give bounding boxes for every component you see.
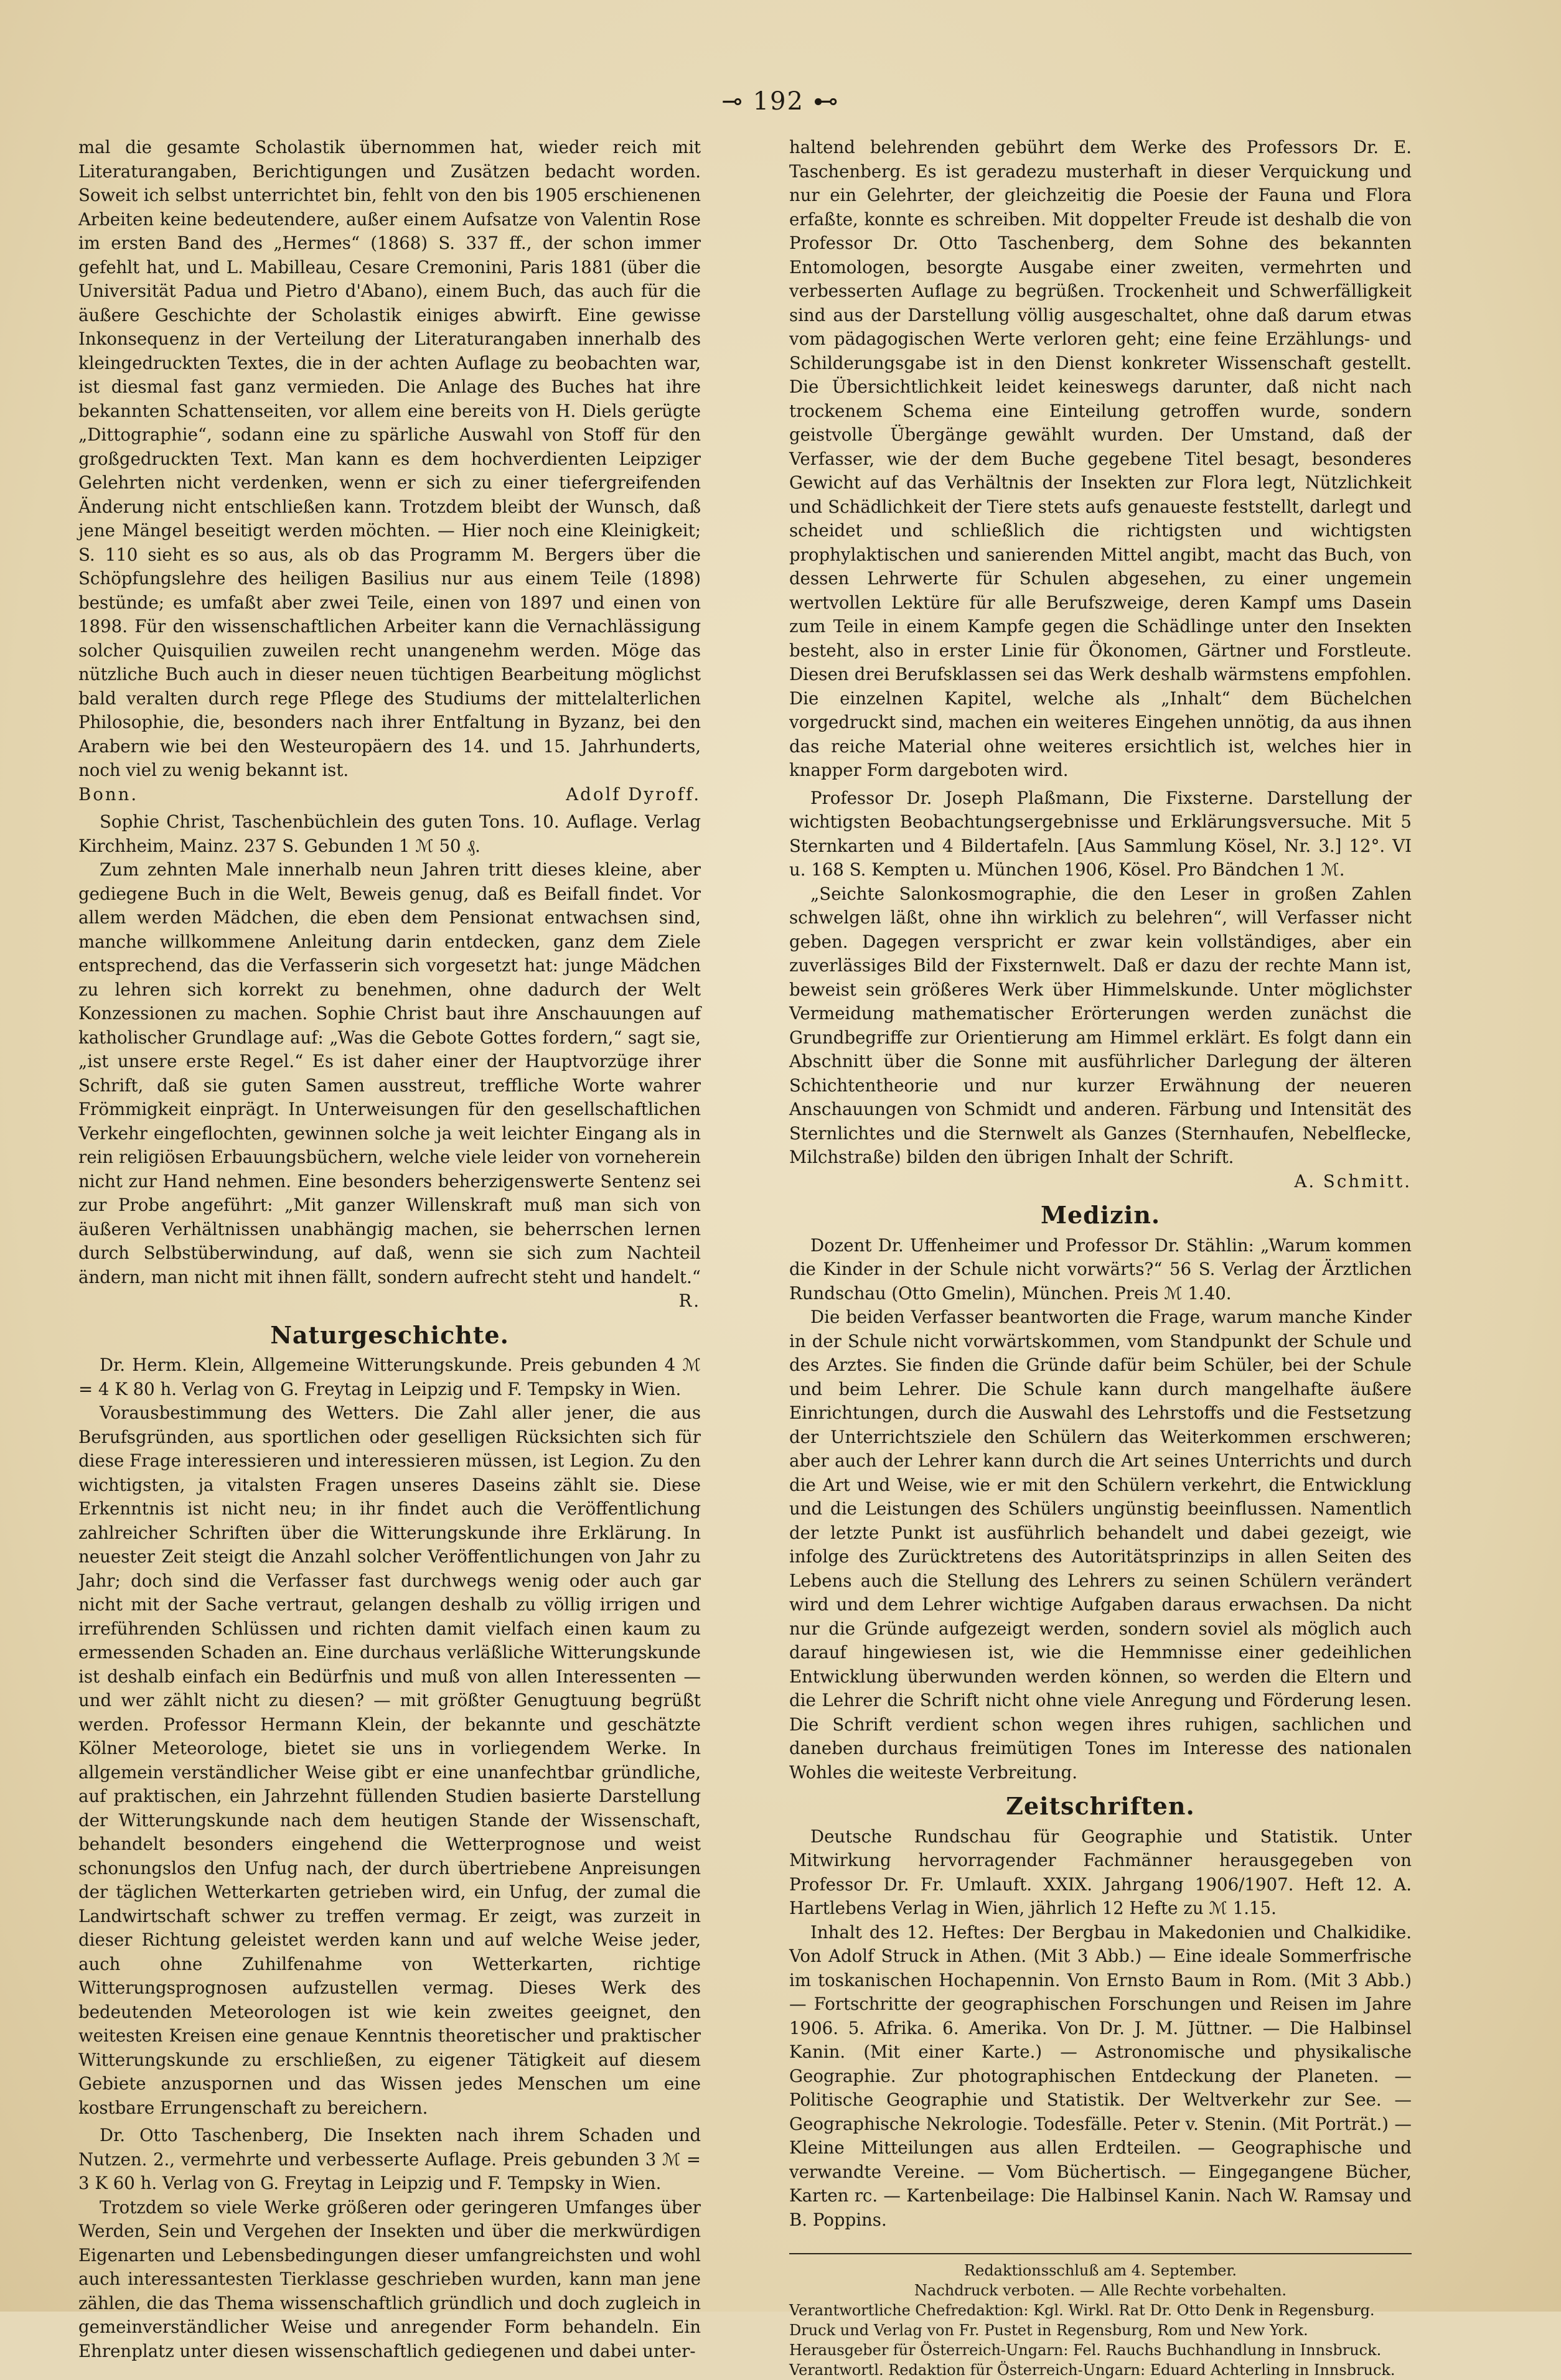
journal-entry-rundschau: Deutsche Rundschau für Geographie und Statistik. Unter Mitwirkung hervorragender Fachmänner herausgegeben von Professor Dr. Fr. Umlauft. XXIX. Jahrgang 1906/1907. Heft 12. A. Hartlebens Verlag in Wien, jährlich 12 Hefte zu ℳ 1.15. (789, 1826, 1412, 1918)
book-entry-klein: Dr. Herm. Klein, Allgemeine Witterungskunde. Preis gebunden 4 ℳ = 4 K 80 h. Verlag von G. Freytag in Leipzig und F. Tempsky in Wien. (78, 1355, 701, 1399)
book-entry-plassmann: Professor Dr. Joseph Plaßmann, Die Fixsterne. Darstellung der wichtigsten Beobachtungsergebnisse und Erklärungsversuche. Mit 5 Sternkarten und 4 Bildertafeln. [Aus Sammlung Kösel, Nr. 3.] 12°. VI u. 168 S. Kempten u. München 1906, Kösel. Pro Bändchen 1 ℳ. (789, 787, 1412, 880)
right-column (789, 136, 1412, 2379)
review-christ: Zum zehnten Male innerhalb neun Jahren tritt dieses kleine, aber gediegene Buch in die Welt, Beweis genug, daß es Beifall findet. Vor allem werden Mädchen, die eben dem Pensionat entwachsen sind, manche willkommene Anleitung darin entdecken, ganz dem Ziele entsprechend, das die Verfasserin sich vorgesetzt hat: junge Mädchen zu lehren sich korrekt zu benehmen, ohne dadurch der Welt Konzessionen zu machen. Sophie Christ baut ihre Anschauungen auf katholischer Grundlage auf: „Was die Gebote Gottes fordern,“ sagt sie, „ist unsere erste Regel.“ Es ist daher einer der Hauptvorzüge ihrer Schrift, daß sie guten Samen ausstreut, treffliche Worte wahrer Frömmigkeit einprägt. In Unterweisungen für den gesellschaftlichen Verkehr eingeflochten, gewinnen solche ja weit leichter Eingang als in rein religiösen Erbauungsbüchern, welche viele leider von vorneherein nicht zur Hand nehmen. Eine besonders beherzigenswerte Sentenz sei zur Probe angeführt: „Mit ganzer Willenskraft muß man sich von äußeren Verhältnissen unabhängig machen, sie beherrschen lernen durch Selbstüberwindung, auf daß, wenn sie sich zum Nachteil ändern, man nicht mit ihnen fällt, sondern aufrecht steht und handelt.“ (78, 859, 701, 1287)
book-entry-uffenheimer: Dozent Dr. Uffenheimer und Professor Dr. Stählin: „Warum kommen die Kinder in der Schule nicht vorwärts?“ 56 S. Verlag der Ärztlichen Rundschau (Otto Gmelin), München. Preis ℳ 1.40. (789, 1234, 1412, 1304)
footer-deadline: Redaktionsschluß am 4. September. (964, 2262, 1237, 2279)
section-heading-zeitschriften: Zeitschriften. (1006, 1792, 1195, 1820)
footer-austria-publisher: Herausgeber für Österreich-Ungarn: Fel. Rauchs Buchhandlung in Innsbruck. (789, 2341, 1382, 2359)
book-entry-christ: Sophie Christ, Taschenbüchlein des guten Tons. 10. Auflage. Verlag Kirchheim, Mainz. 237 S. Gebunden 1 ℳ 50 ₰. (78, 811, 701, 856)
signature-schmitt: A. Schmitt. (1294, 1170, 1412, 1192)
left-column (78, 136, 701, 2361)
review-taschenberg-continued: haltend belehrenden gebührt dem Werke des Professors Dr. E. Taschenberg. Es ist geradezu musterhaft in dieser Verquickung und nur ein Gelehrter, der gleichzeitig die Poesie der Fauna und Flora erfaßte, konnte es schreiben. Mit doppelter Freude ist deshalb die von Professor Dr. Otto Taschenberg, dem Sohne des bekannten Entomologen, besorgte Ausgabe einer zweiten, vermehrten und verbesserten Auflage zu begrüßen. Trockenheit und Schwerfälligkeit sind aus der Darstellung völlig ausgeschaltet, ohne daß darum etwas vom pädagogischen Werte verloren geht; eine feine Erzählungs- und Schilderungsgabe ist in den Dienst konkreter Wissenschaft gestellt. Die Übersichtlichkeit leidet keineswegs darunter, daß nicht nach trockenem Schema eine Einteilung getroffen wurde, sondern geistvolle Übergänge gewählt wurden. Der Umstand, daß der Verfasser, wie der dem Buche gegebene Titel besagt, besonderes Gewicht auf das Verhältnis der Insekten zur Flora legt, Nützlichkeit und Schädlichkeit der Tiere stets aufs genaueste feststellt, darlegt und scheidet und schließlich die richtigsten und wichtigsten prophylaktischen und sanierenden Mittel angibt, macht das Buch, von dessen Lehrwerte für Schulen abgesehen, zu einer ungemein wertvollen Lektüre für alle Berufszweige, deren Kampf ums Dasein zum Teile in einem Kampfe gegen die Schädlinge unter den Insekten besteht, also in erster Linie für Ökonomen, Gärtner und Forstleute. Diesen drei Berufsklassen sei das Werk deshalb wärmstens empfohlen. Die einzelnen Kapitel, welche als „Inhalt“ dem Büchelchen vorgedruckt sind, machen ein weiteres Eingehen unnötig, da aus ihnen das reiche Material ohne weiteres ersichtlich ist, welches hier in knapper Form dargeboten wird. (789, 137, 1412, 780)
section-heading-medizin: Medizin. (1040, 1201, 1161, 1229)
footer-rights: Nachdruck verboten. — Alle Rechte vorbehalten. (914, 2282, 1287, 2299)
footer-austria-editor: Verantwortl. Redaktion für Österreich-Ungarn: Eduard Achterling in Innsbruck. (789, 2361, 1395, 2379)
review-klein: Vorausbestimmung des Wetters. Die Zahl aller jener, die aus Berufsgründen, aus sportlichen oder geselligen Rücksichten sich für diese Frage interessieren und interessieren müssen, ist Legion. Zu den wichtigsten, ja vitalsten Fragen unseres Daseins zählt sie. Diese Erkenntnis ist nicht neu; in ihr findet auch die Veröffentlichung zahlreicher Schriften über die Witterungskunde ihre Erklärung. In neuester Zeit steigt die Anzahl solcher Veröffentlichungen von Jahr zu Jahr; doch sind die Verfasser fast durchwegs wenig oder auch gar nicht mit der Sache vertraut, gelangen deshalb zu völlig irrigen und irreführenden Schlüssen und richten damit vielfach einen kaum zu ermessenden Schaden an. Eine durchaus verläßliche Witterungskunde ist deshalb einfach ein Bedürfnis und muß von allen Interessenten — und wer zählt nicht zu diesen? — mit größter Genugtuung begrüßt werden. Professor Hermann Klein, der bekannte und geschätzte Kölner Meteorologe, bietet sie uns in vorliegendem Werke. In allgemein verständlicher Weise gibt er eine unanfechtbar gründliche, auf praktischen, ein Jahrzehnt füllenden Studien basierte Darstellung der Witterungskunde nach dem heutigen Stande der Wissenschaft, behandelt besonders eingehend die Wetterprognose und weist schonungslos den Unfug nach, der durch übertriebene Anpreisungen der täglichen Wetterkarten getrieben wird, ein Unfug, der zumal die Landwirtschaft schwer zu treffen vermag. Er zeigt, was zurzeit in dieser Richtung geleistet werden kann und auf welche Weise jeder, auch ohne Zuhilfenahme von Wetterkarten, richtige Witterungsprognosen aufzustellen vermag. Dieses Werk des bedeutenden Meteorologen ist wie kein zweites geeignet, den weitesten Kreisen eine genaue Kenntnis theoretischer und praktischer Witterungskunde zu erschließen, zu eigener Tätigkeit auf diesem Gebiete anzuspornen und das Wissen jedes Menschen um eine kostbare Errungenschaft zu bereichern. (78, 1402, 701, 2118)
review-taschenberg: Trotzdem so viele Werke größeren oder geringeren Umfanges über Werden, Sein und Vergehen der Insekten und über die merkwürdigen Eigenarten und Lebensbedingungen dieser umfangreichsten und wohl auch interessantesten Tierklasse geschrieben wurden, kann man jene zählen, die das Thema wissenschaftlich gründlich und doch zugleich in gemeinverständlicher Weise und anregender Form behandeln. Ein Ehrenplatz unter diesen wissenschaftlich gediegenen und dabei unter- (78, 2196, 701, 2361)
signature-name: Adolf Dyroff. (566, 783, 701, 805)
book-entry-taschenberg: Dr. Otto Taschenberg, Die Insekten nach ihrem Schaden und Nutzen. 2., vermehrte und verbesserte Auflage. Preis gebunden 3 ℳ = 3 K 60 h. Verlag von G. Freytag in Leipzig und F. Tempsky in Wien. (78, 2125, 701, 2193)
footer-publisher: Druck und Verlag von Fr. Pustet in Regensburg, Rom und New York. (789, 2322, 1308, 2339)
signature-r: R. (678, 1290, 701, 1311)
signature-place: Bonn. (78, 783, 139, 805)
review-plassmann: „Seichte Salonkosmographie, die den Leser in großen Zahlen schwelgen läßt, ohne ihn wirklich zu belehren“, will Verfasser nicht geben. Dagegen verspricht er zwar kein vollständiges, aber ein zuverlässiges Bild der Fixsternwelt. Daß er dazu der rechte Mann ist, beweist sein größeres Werk über Himmelskunde. Unter möglichster Vermeidung mathematischer Erörterungen werden zunächst die Grundbegriffe zur Orientierung am Himmel erklärt. Es folgt dann ein Abschnitt über die Sonne mit ausführlicher Darlegung der älteren Schichtentheorie und nur kurzer Erwähnung der neueren Anschauungen von Schmidt und anderen. Färbung und Intensität des Sternlichtes und die Sternwelt als Ganzes (Sternhaufen, Nebelflecke, Milchstraße) bilden den übrigen Inhalt der Schrift. (789, 883, 1412, 1167)
review-uffenheimer: Die beiden Verfasser beantworten die Frage, warum manche Kinder in der Schule nicht vorwärtskommen, vom Standpunkt der Schule und des Arztes. Sie finden die Gründe dafür beim Schüler, bei der Schule und beim Lehrer. Die Schule kann durch mangelhafte äußere Einrichtungen, durch die Auswahl des Lehrstoffs und die Festsetzung der Unterrichtsziele den Schülern das Weiterkommen erschweren; aber auch der Lehrer kann durch die Art seines Unterrichts und durch die Art und Weise, wie er mit den Schülern verkehrt, die Entwicklung und die Leistungen des Schülers ungünstig beeinflussen. Namentlich der letzte Punkt ist ausführlich behandelt und dabei gezeigt, wie infolge des Zurücktretens des Autoritätsprinzips in allen Seiten des Lebens auch die Stellung des Lehrers zu seinen Schülern verändert wird und dem Lehrer wichtige Aufgaben daraus erwachsen. Da nicht nur die Gründe aufgezeigt werden, sondern soviel als möglich auch darauf hingewiesen ist, wie die Hemmnisse einer gedeihlichen Entwicklung überwunden werden können, so werden die Eltern und die Lehrer die Schrift nicht ohne viele Anregung und Förderung lesen. Die Schrift verdient schon wegen ihres ruhigen, sachlichen und daneben durchaus freimütigen Tones im Interesse des nationalen Wohles die weiteste Verbreitung. (789, 1307, 1412, 1783)
journal-contents: Inhalt des 12. Heftes: Der Bergbau in Makedonien und Chalkidike. Von Adolf Struck in Athen. (Mit 3 Abb.) — Eine ideale Sommerfrische im toskanischen Hochapennin. Von Ernsto Baum in Rom. (Mit 3 Abb.) — Fortschritte der geographischen Forschungen und Reisen im Jahre 1906. 5. Afrika. 6. Amerika. Von Dr. J. M. Jüttner. — Die Halbinsel Kanin. (Mit einer Karte.) — Astronomische und physikalische Geographie. Zur photographischen Entdeckung der Planeten. — Politische Geographie und Statistik. Der Weltverkehr zur See. — Geographische Nekrologie. Todesfälle. Peter v. Stenin. (Mit Porträt.) — Kleine Mitteilungen aus allen Erdteilen. — Geographische und verwandte Vereine. — Vom Büchertisch. — Eingegangene Bücher, Karten rc. — Kartenbeilage: Die Halbinsel Kanin. Nach W. Ramsay und B. Poppins. (789, 1921, 1412, 2230)
footer-chief-editor: Verantwortliche Chefredaktion: Kgl. Wirkl. Rat Dr. Otto Denk in Regensburg. (789, 2302, 1375, 2319)
signature-row (78, 783, 701, 807)
imprint-footer (789, 2253, 1412, 2380)
page-number: ⊸ 192 ⊷ (721, 87, 840, 116)
review-continuation-paragraph: mal die gesamte Scholastik übernommen hat, wieder reich mit Literaturangaben, Berichtigungen und Zusätzen bedacht worden. Soweit ich selbst unterrichtet bin, fehlt von den bis 1905 erschienenen Arbeiten keine bedeutendere, außer einem Aufsatze von Valentin Rose im ersten Band des „Hermes“ (1868) S. 337 ff., der schon immer gefehlt hat, und L. Mabilleau, Cesare Cremonini, Paris 1881 (über die Universität Padua und Pietro d'Abano), einem Buch, das auch für die äußere Geschichte der Scholastik einiges abwirft. Eine gewisse Inkonsequenz in der Verteilung der Literaturangaben innerhalb des kleingedruckten Textes, die in der achten Auflage zu beobachten war, ist diesmal fast ganz vermieden. Die Anlage des Buches hat ihre bekannten Schattenseiten, vor allem eine bereits von H. Diels gerügte „Dittographie“, sodann eine zu spärliche Auswahl von Stoff für den großgedruckten Text. Man kann es dem hochverdienten Leipziger Gelehrten nicht verdenken, wenn er sich zu einer tiefergreifenden Änderung nicht entschließen kann. Trotzdem bleibt der Wunsch, daß jene Mängel beseitigt werden möchten. — Hier noch eine Kleinigkeit; S. 110 sieht es so aus, als ob das Programm M. Bergers über die Schöpfungslehre des heiligen Basilius nur aus einem Teile (1898) bestünde; es umfaßt aber zwei Teile, einen von 1897 und einen von 1898. Für den wissenschaftlichen Arbeiter kann die Vernachlässigung solcher Quisquilien zuweilen recht unangenehm werden. Möge das nützliche Buch auch in dieser neuen tüchtigen Bearbeitung möglichst bald veralten durch rege Pflege des Studiums der mittelalterlichen Philosophie, die, besonders nach ihrer Entfaltung in Byzanz, bei den Arabern wie bei den Westeuropäern des 14. und 15. Jahrhunderts, noch viel zu wenig bekannt ist. (78, 137, 701, 780)
section-heading-naturgeschichte: Naturgeschichte. (270, 1320, 509, 1349)
